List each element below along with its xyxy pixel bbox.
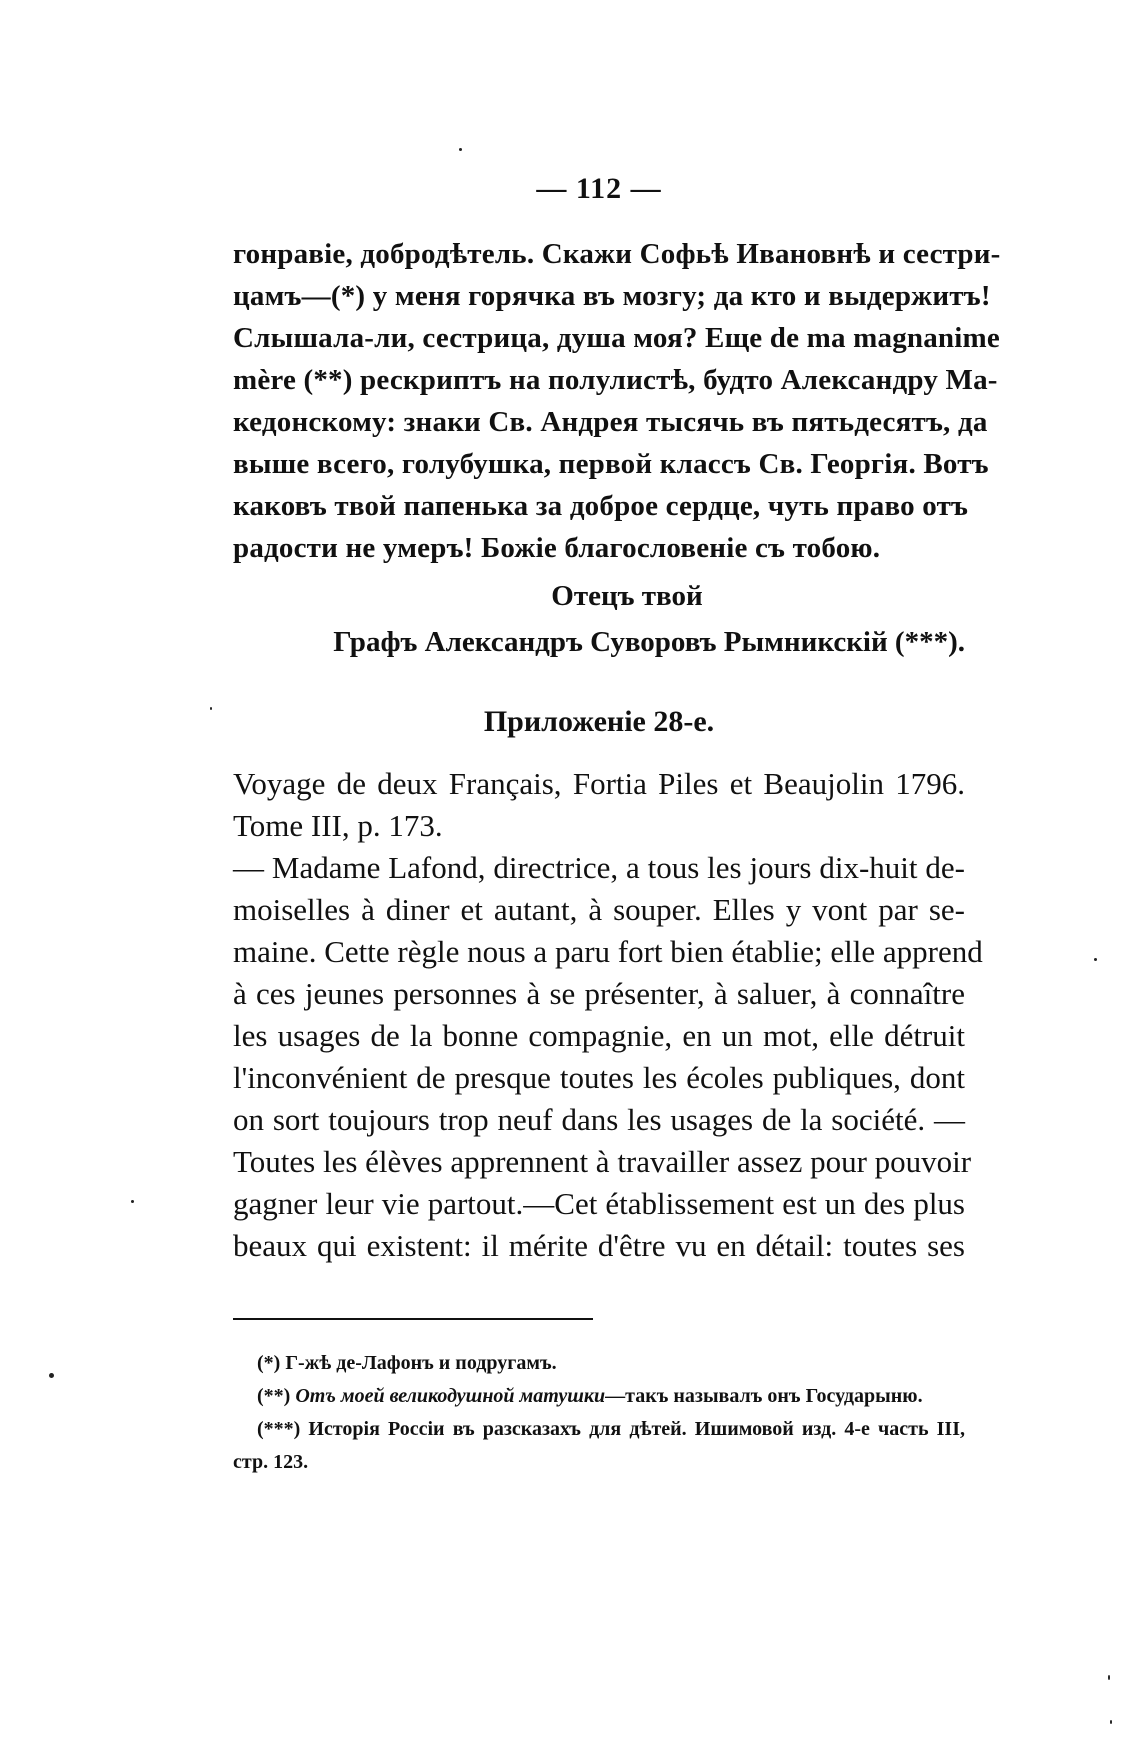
text-line: les usages de la bonne compagnie, en un mot, elle détruit [233,1018,965,1053]
text-line: maine. Cette règle nous a paru fort bien établie; elle apprend [233,934,983,969]
book-page [233,0,1001,1760]
footnote-2-text: —такъ называлъ онъ Государыню. [605,1385,923,1407]
signature-closing: Отецъ твой [551,580,703,612]
text-line: цамъ—(*) у меня горячка въ мозгу; да кто и выдержитъ! [233,280,991,312]
text-line: радости не умеръ! Божіе благословеніе съ тобою. [233,532,881,564]
text-line: Слышала-ли, сестрица, душа моя? Еще de ma magnanime [233,322,1000,354]
text-line: Toutes les élèves apprennent à travailler assez pour pouvoir [233,1144,972,1179]
footnote-3: (***) Исторія Россіи въ разсказахъ для дѣтей. Ишимовой изд. 4-е часть III, [257,1418,965,1440]
footnote-separator [233,1318,593,1320]
page-number: — 112 — [536,172,662,205]
scan-speck [210,707,212,710]
footnote-1: (*) Г-жѣ де-Лафонъ и подругамъ. [257,1352,557,1374]
footnote-3-cont: стр. 123. [233,1451,309,1473]
scan-speck [49,1373,54,1378]
text-line: l'inconvénient de presque toutes les écoles publiques, dont [233,1060,965,1095]
text-line: — Madame Lafond, directrice, a tous les jours dix-huit de- [233,850,965,885]
footnote-2-quote: Отъ моей великодушной матушки [295,1385,606,1407]
text-line: Tome III, p. 173. [233,808,443,843]
signature-name: Графъ Александръ Суворовъ Рымникскій (***). [333,626,965,658]
text-line: выше всего, голубушка, первой классъ Св. Георгія. Вотъ [233,448,989,480]
scan-speck [1110,1720,1112,1724]
appendix-heading: Приложеніе 28-е. [483,705,715,738]
footnote-2-mark: (**) [257,1385,291,1407]
text-line: moiselles à diner et autant, à souper. Elles y vont par se- [233,892,965,927]
scan-speck [459,148,462,151]
text-line: à ces jeunes personnes à se présenter, à saluer, à connaître [233,976,965,1011]
text-line: Voyage de deux Français, Fortia Piles et Beaujolin 1796. [233,766,965,801]
text-line: on sort toujours trop neuf dans les usages de la société. — [233,1102,965,1137]
text-line: каковъ твой папенька за доброе сердце, чуть право отъ [233,490,969,522]
text-line: gagner leur vie partout.—Cet établissement est un des plus [233,1186,965,1221]
text-line: кедонскому: знаки Св. Андрея тысячь въ пятьдесятъ, да [233,406,988,438]
scan-speck [1094,958,1097,961]
scan-speck [1108,1675,1110,1680]
text-line: mère (**) рескриптъ на полулистѣ, будто Александру Ма- [233,364,998,396]
text-line: гонравіе, добродѣтель. Скажи Софьѣ Ивановнѣ и сестри- [233,238,1001,270]
text-line: beaux qui existent: il mérite d'être vu en détail: toutes ses [233,1228,965,1263]
footnote-2 [257,1381,965,1411]
scan-speck [131,1200,134,1203]
